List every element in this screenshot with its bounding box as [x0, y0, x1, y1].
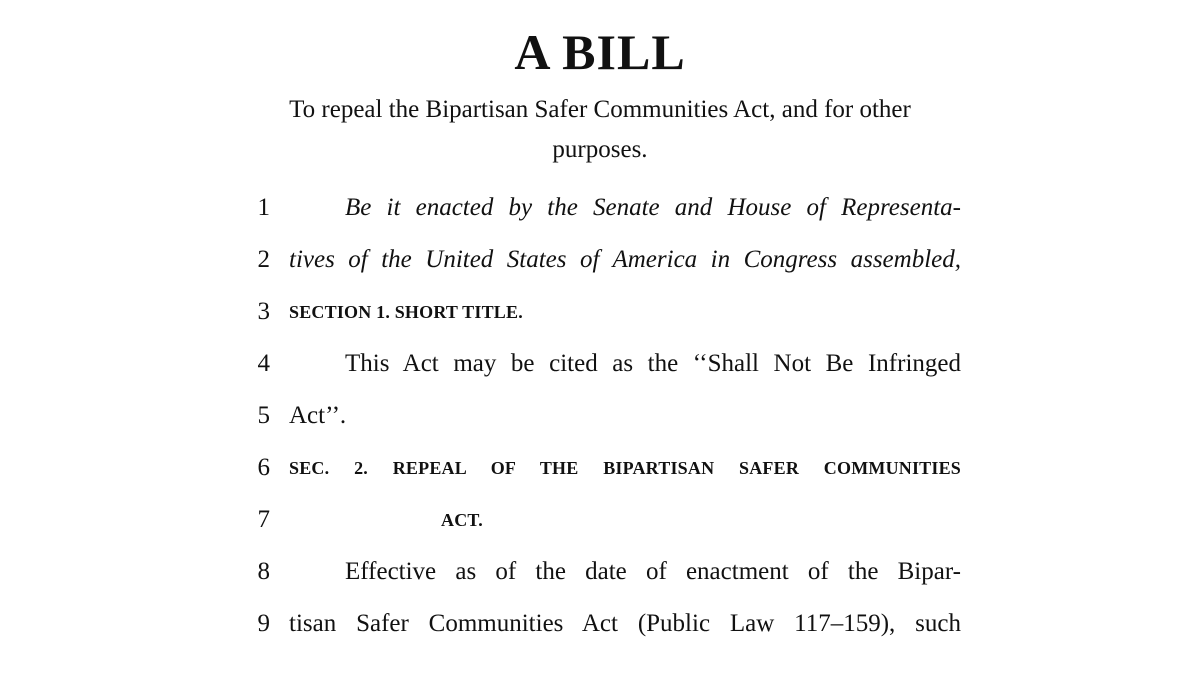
line-text: tives of the United States of America in Congress assembled, — [289, 246, 961, 273]
bill-line — [0, 500, 1200, 552]
bill-line — [0, 448, 1200, 500]
bill-line — [0, 240, 1200, 292]
line-text: This Act may be cited as the ‘‘Shall Not Be Infringed — [345, 350, 961, 377]
bill-line — [0, 396, 1200, 448]
section-heading: SEC. 2. REPEAL OF THE BIPARTISAN SAFER COMMUNITIES — [289, 458, 961, 478]
line-text: Be it enacted by the Senate and House of Representa- — [345, 194, 961, 221]
line-number: 4 — [257, 350, 270, 377]
line-text: Act’’. — [289, 402, 347, 429]
line-number: 1 — [257, 194, 270, 221]
bill-purpose: To repeal the Bipartisan Safer Communities Act, and for other purposes. — [289, 96, 911, 163]
line-number: 6 — [257, 454, 270, 481]
line-text: Effective as of the date of enactment of the Bipar- — [345, 558, 961, 585]
bill-line — [0, 188, 1200, 240]
line-number: 9 — [257, 610, 270, 637]
line-number: 3 — [257, 298, 270, 325]
bill-line — [0, 604, 1200, 656]
section-heading: ACT. — [441, 510, 483, 530]
bill-line — [0, 552, 1200, 604]
section-heading: SECTION 1. SHORT TITLE. — [289, 302, 523, 322]
line-text: tisan Safer Communities Act (Public Law 117–159), such — [289, 610, 961, 637]
line-number: 2 — [257, 246, 270, 273]
bill-line — [0, 344, 1200, 396]
line-number: 5 — [257, 402, 270, 429]
line-number: 7 — [257, 506, 270, 533]
bill-heading: A BILL — [514, 24, 686, 80]
bill-line — [0, 292, 1200, 344]
line-number: 8 — [257, 558, 270, 585]
